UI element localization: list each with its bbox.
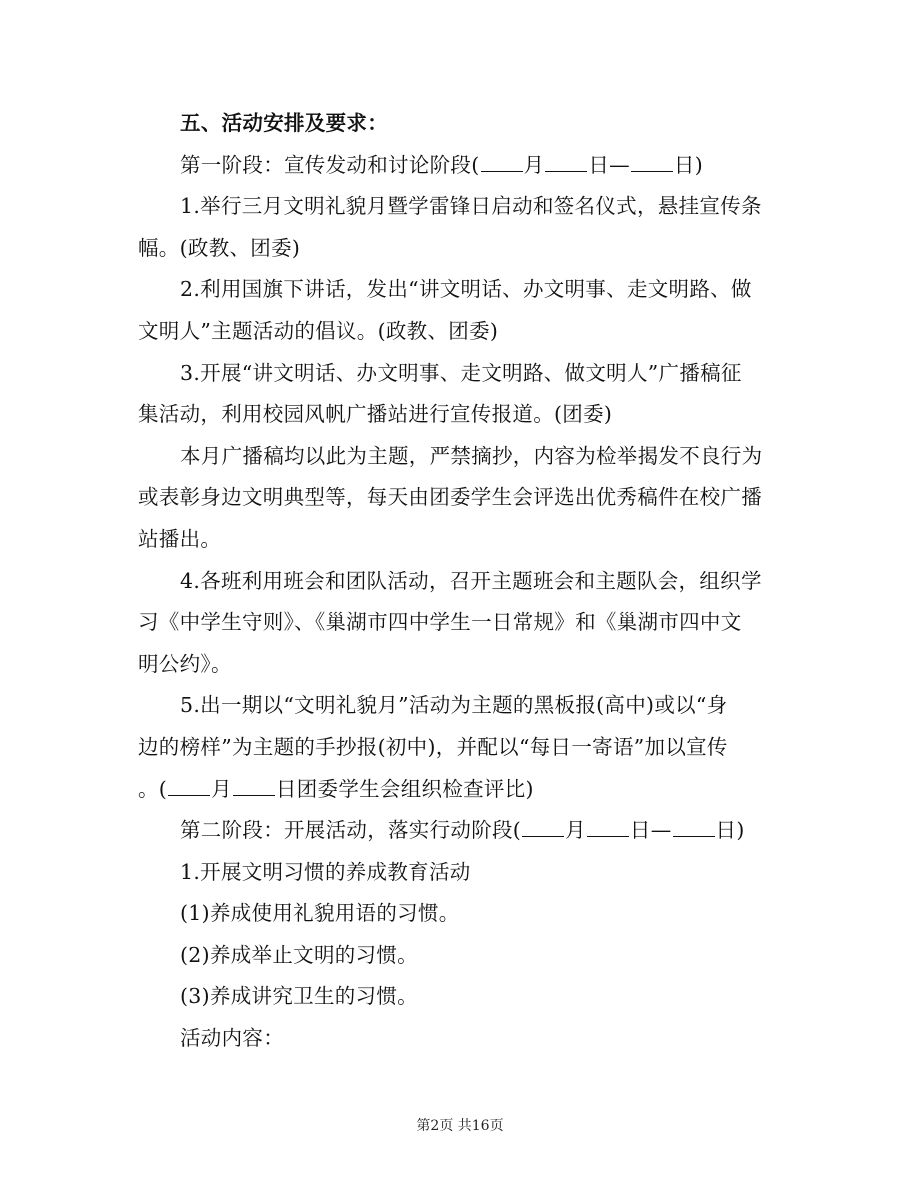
item2-line2: 文明人”主题活动的倡议。(政教、团委) — [138, 318, 499, 343]
item4-line2: 习《中学生守则》、《巢湖市四中学生一日常规》和《巢湖市四中文 — [138, 610, 742, 635]
stage2-sub3: (3)养成讲究卫生的习惯。 — [180, 984, 418, 1009]
blank-field — [233, 777, 275, 796]
stage2-item1: 1.开展文明习惯的养成教育活动 — [180, 859, 471, 884]
item1-line1: 1.举行三月文明礼貌月暨学雷锋日启动和签名仪式，悬挂宣传条 — [180, 194, 762, 219]
blank-field — [673, 818, 715, 837]
stage2-title — [180, 810, 780, 852]
blank-field — [545, 153, 587, 172]
end-label: 日) — [715, 818, 745, 843]
stage2-sub1: (1)养成使用礼貌用语的习惯。 — [180, 901, 460, 926]
item5-rest: 日团委学生会组织检查评比) — [275, 776, 534, 801]
item5-line2: 边的榜样”为主题的手抄报(初中)，并配以“每日一寄语”加以宣传 — [138, 734, 728, 759]
month-label: 月 — [565, 818, 586, 843]
stage1-title — [180, 145, 780, 187]
item5-prefix: 。( — [138, 776, 168, 801]
blank-field — [522, 818, 564, 837]
end-label: 日) — [673, 152, 704, 177]
item1-line2: 幅。(政教、团委) — [138, 235, 301, 260]
page-footer: 第2页 共16页 — [416, 1118, 504, 1134]
document-body — [138, 103, 780, 1060]
paragraph-line2: 或表彰身边文明典型等，每天由团委学生会评选出优秀稿件在校广播 — [138, 485, 762, 510]
section-heading: 五、活动安排及要求： — [180, 111, 388, 135]
item2-line1: 2.利用国旗下讲话，发出“讲文明话、办文明事、走文明路、做 — [180, 277, 752, 302]
blank-field — [587, 818, 629, 837]
blank-field — [631, 153, 673, 172]
day-label: 日— — [588, 152, 630, 177]
item4-line3: 明公约》。 — [138, 651, 232, 676]
stage2-title-text: 第二阶段：开展活动，落实行动阶段( — [180, 818, 522, 843]
day-label: 日— — [629, 818, 672, 843]
paragraph-line3: 站播出。 — [138, 526, 222, 551]
stage2-sub2: (2)养成举止文明的习惯。 — [180, 942, 418, 967]
item5-line3 — [138, 769, 780, 811]
item3-line1: 3.开展“讲文明话、办文明事、走文明路、做文明人”广播稿征 — [180, 360, 742, 385]
item3-line2: 集活动，利用校园风帆广播站进行宣传报道。(团委) — [138, 402, 613, 427]
item4-line1: 4.各班利用班会和团队活动，召开主题班会和主题队会，组织学 — [180, 568, 762, 593]
stage1-title-text: 第一阶段：宣传发动和讨论阶段( — [180, 152, 480, 177]
activity-label: 活动内容： — [180, 1026, 284, 1051]
item5-line1: 5.出一期以“文明礼貌月”活动为主题的黑板报(高中)或以“身 — [180, 693, 728, 718]
blank-field — [481, 153, 523, 172]
month-label: 月 — [523, 152, 545, 177]
blank-field — [168, 777, 210, 796]
month-label: 月 — [211, 776, 232, 801]
paragraph-line1: 本月广播稿均以此为主题，严禁摘抄，内容为检举揭发不良行为 — [180, 443, 763, 468]
